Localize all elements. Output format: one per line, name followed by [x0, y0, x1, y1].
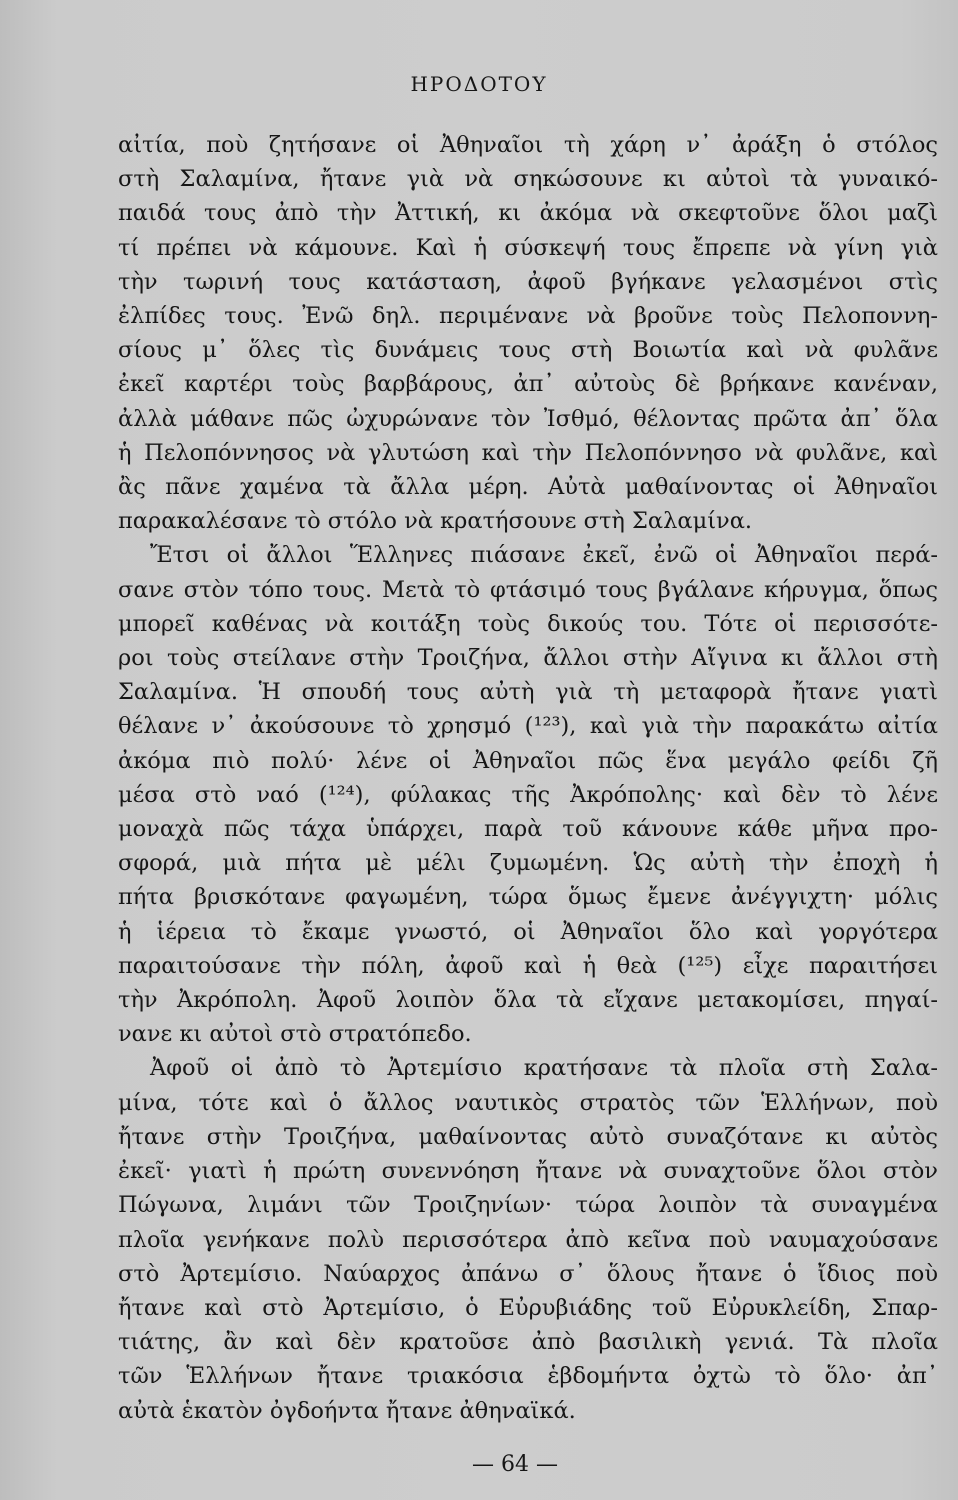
text-line: ἀλλὰ μάθανε πῶς ὠχυρώνανε τὸν Ἰσθμό, θέλοντας πρῶτα ἀπ᾽ ὅλα — [118, 405, 938, 432]
text-line: τί πρέπει νὰ κάμουνε. Καὶ ἡ σύσκεψή τους ἔπρεπε νὰ γίνη γιὰ — [118, 234, 938, 261]
paragraph-2 — [118, 538, 938, 1051]
text-line: μέσα στὸ ναό (¹²⁴), φύλακας τῆς Ἀκρόπολης· καὶ δὲν τὸ λένε — [118, 781, 938, 808]
text-line: ἡ Πελοπόννησος νὰ γλυτώση καὶ τὴν Πελοπόννησο νὰ φυλᾶνε, καὶ — [118, 439, 938, 466]
text-line: αἰτία, ποὺ ζητήσανε οἱ Ἀθηναῖοι τὴ χάρη ν᾽ ἀράξη ὁ στόλος — [118, 132, 938, 158]
text-line: ἡ ἱέρεια τὸ ἔκαμε γνωστό, οἱ Ἀθηναῖοι ὅλο καὶ γοργότερα — [118, 918, 938, 945]
text-line: ἂς πᾶνε χαμένα τὰ ἄλλα μέρη. Αὐτὰ μαθαίνοντας οἱ Ἀθηναῖοι — [118, 474, 938, 501]
text-line: μπορεῖ καθένας νὰ κοιτάξη τοὺς δικούς του. Τότε οἱ περισσότε- — [118, 610, 938, 637]
paragraph-1 — [118, 128, 938, 538]
text-line: τὴν Ἀκρόπολη. Ἀφοῦ λοιπὸν ὅλα τὰ εἴχανε μετακομίσει, πηγαί- — [118, 987, 938, 1014]
text-line: ροι τοὺς στείλανε στὴν Τροιζήνα, ἄλλοι στὴν Αἴγινα κι ἄλλοι στὴ — [118, 645, 938, 672]
text-line: παραιτούσανε τὴν πόλη, ἀφοῦ καὶ ἡ θεὰ (¹²⁵) εἶχε παραιτήσει — [118, 952, 938, 979]
text-line: στὴ Σαλαμίνα, ἤτανε γιὰ νὰ σηκώσουνε κι αὐτοὶ τὰ γυναικό- — [118, 166, 938, 193]
text-line: ἀκόμα πιὸ πολύ· λένε οἱ Ἀθηναῖοι πῶς ἕνα μεγάλο φείδι ζῆ — [118, 747, 938, 774]
text-line: Ἔτσι οἱ ἄλλοι Ἕλληνες πιάσανε ἐκεῖ, ἐνῶ οἱ Ἀθηναῖοι περά- — [150, 542, 938, 569]
text-line: ἐκεῖ· γιατὶ ἡ πρώτη συνεννόηση ἤτανε νὰ συναχτοῦνε ὅλοι στὸν — [118, 1158, 938, 1185]
text-line: σανε στὸν τόπο τους. Μετὰ τὸ φτάσιμό τους βγάλανε κήρυγμα, ὅπως — [118, 576, 938, 603]
text-line: αὐτὰ ἑκατὸν ὀγδοήντα ἤτανε ἀθηναϊκά. — [118, 1397, 576, 1424]
text-line: μοναχὰ πῶς τάχα ὑπάρχει, παρὰ τοῦ κάνουνε κάθε μῆνα προ- — [118, 816, 938, 843]
text-line: ἤτανε καὶ στὸ Ἀρτεμίσιο, ὁ Εὐρυβιάδης τοῦ Εὐρυκλείδη, Σπαρ- — [118, 1294, 938, 1321]
text-line: στὸ Ἀρτεμίσιο. Ναύαρχος ἀπάνω σ᾽ ὅλους ἤτανε ὁ ἴδιος ποὺ — [118, 1260, 938, 1287]
page-number: — 64 — — [472, 1452, 558, 1477]
text-line: παιδά τους ἀπὸ τὴν Ἀττική, κι ἀκόμα νὰ σκεφτοῦνε ὅλοι μαζὶ — [118, 200, 938, 227]
text-line: μίνα, τότε καὶ ὁ ἄλλος ναυτικὸς στρατὸς τῶν Ἑλλήνων, ποὺ — [118, 1089, 938, 1116]
text-line: Σαλαμίνα. Ἡ σπουδή τους αὐτὴ γιὰ τὴ μεταφορὰ ἤτανε γιατὶ — [118, 679, 938, 706]
text-line: σίους μ᾽ ὅλες τὶς δυνάμεις τους στὴ Βοιωτία καὶ νὰ φυλᾶνε — [118, 337, 938, 364]
text-line: Πώγωνα, λιμάνι τῶν Τροιζηνίων· τώρα λοιπὸν τὰ συναγμένα — [118, 1192, 938, 1219]
text-line: θέλανε ν᾽ ἀκούσουνε τὸ χρησμό (¹²³), καὶ γιὰ τὴν παρακάτω αἰτία — [118, 713, 938, 740]
text-line: τιάτης, ἂν καὶ δὲν κρατοῦσε ἀπὸ βασιλικὴ γενιά. Τὰ πλοῖα — [118, 1329, 938, 1356]
paragraph-3 — [118, 1051, 938, 1427]
text-line: πήτα βρισκότανε φαγωμένη, τώρα ὅμως ἔμενε ἀνέγγιχτη· μόλις — [118, 884, 938, 911]
text-line: πλοῖα γενήκανε πολὺ περισσότερα ἀπὸ κεῖνα ποὺ ναυμαχούσανε — [118, 1226, 938, 1253]
text-line: σφορά, μιὰ πήτα μὲ μέλι ζυμωμένη. Ὡς αὐτὴ τὴν ἐποχὴ ἡ — [118, 850, 938, 877]
text-line: τῶν Ἑλλήνων ἤτανε τριακόσια ἑβδομήντα ὀχτὼ τὸ ὅλο· ἀπ᾽ — [118, 1363, 938, 1390]
text-line: ἐλπίδες τους. Ἐνῶ δηλ. περιμένανε νὰ βροῦνε τοὺς Πελοποννη- — [118, 303, 938, 330]
text-line: ἐκεῖ καρτέρι τοὺς βαρβάρους, ἀπ᾽ αὐτοὺς δὲ βρήκανε κανέναν, — [118, 371, 938, 398]
running-head: ΗΡΟΔΟΤΟΥ — [410, 72, 548, 96]
text-line: παρακαλέσανε τὸ στόλο νὰ κρατήσουνε στὴ Σαλαμίνα. — [118, 508, 753, 535]
text-line: ἤτανε στὴν Τροιζήνα, μαθαίνοντας αὐτὸ συναζότανε κι αὐτὸς — [118, 1123, 938, 1150]
text-line: Ἀφοῦ οἱ ἀπὸ τὸ Ἀρτεμίσιο κρατήσανε τὰ πλοῖα στὴ Σαλα- — [150, 1055, 938, 1082]
text-line: τὴν τωρινή τους κατάσταση, ἀφοῦ βγήκανε γελασμένοι στὶς — [118, 268, 938, 295]
text-line: νανε κι αὐτοὶ στὸ στρατόπεδο. — [118, 1021, 472, 1048]
body-text — [118, 128, 938, 1428]
